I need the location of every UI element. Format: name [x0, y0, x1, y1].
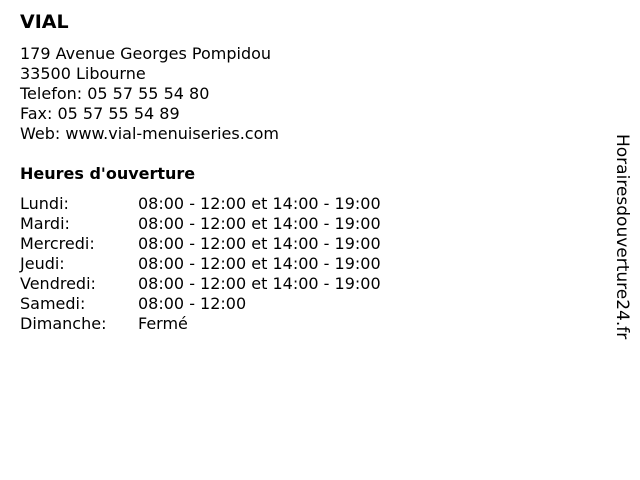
site-watermark: Horairesdouverture24.fr	[612, 134, 632, 340]
time-value: 08:00 - 12:00	[138, 294, 247, 313]
time-value: 08:00 - 12:00 et 14:00 - 19:00	[138, 274, 381, 293]
hours-row-saturday	[20, 294, 440, 314]
day-label: Mercredi:	[20, 234, 95, 253]
time-value: 08:00 - 12:00 et 14:00 - 19:00	[138, 194, 381, 213]
hours-row-sunday	[20, 314, 440, 334]
opening-hours-heading: Heures d'ouverture	[20, 164, 196, 183]
opening-hours-table	[20, 194, 440, 334]
fax-number: Fax: 05 57 55 54 89	[20, 104, 180, 123]
day-label: Mardi:	[20, 214, 70, 233]
day-label: Jeudi:	[20, 254, 65, 273]
time-value: Fermé	[138, 314, 188, 333]
time-value: 08:00 - 12:00 et 14:00 - 19:00	[138, 214, 381, 233]
hours-row-monday	[20, 194, 440, 214]
hours-row-tuesday	[20, 214, 440, 234]
day-label: Samedi:	[20, 294, 86, 313]
phone-number: Telefon: 05 57 55 54 80	[20, 84, 210, 103]
website: Web: www.vial-menuiseries.com	[20, 124, 279, 143]
hours-row-thursday	[20, 254, 440, 274]
address-block	[20, 44, 279, 144]
hours-row-wednesday	[20, 234, 440, 254]
street-address: 179 Avenue Georges Pompidou	[20, 44, 272, 63]
day-label: Vendredi:	[20, 274, 96, 293]
day-label: Dimanche:	[20, 314, 107, 333]
hours-row-friday	[20, 274, 440, 294]
time-value: 08:00 - 12:00 et 14:00 - 19:00	[138, 234, 381, 253]
time-value: 08:00 - 12:00 et 14:00 - 19:00	[138, 254, 381, 273]
city-address: 33500 Libourne	[20, 64, 146, 83]
day-label: Lundi:	[20, 194, 69, 213]
company-name: VIAL	[20, 11, 69, 33]
